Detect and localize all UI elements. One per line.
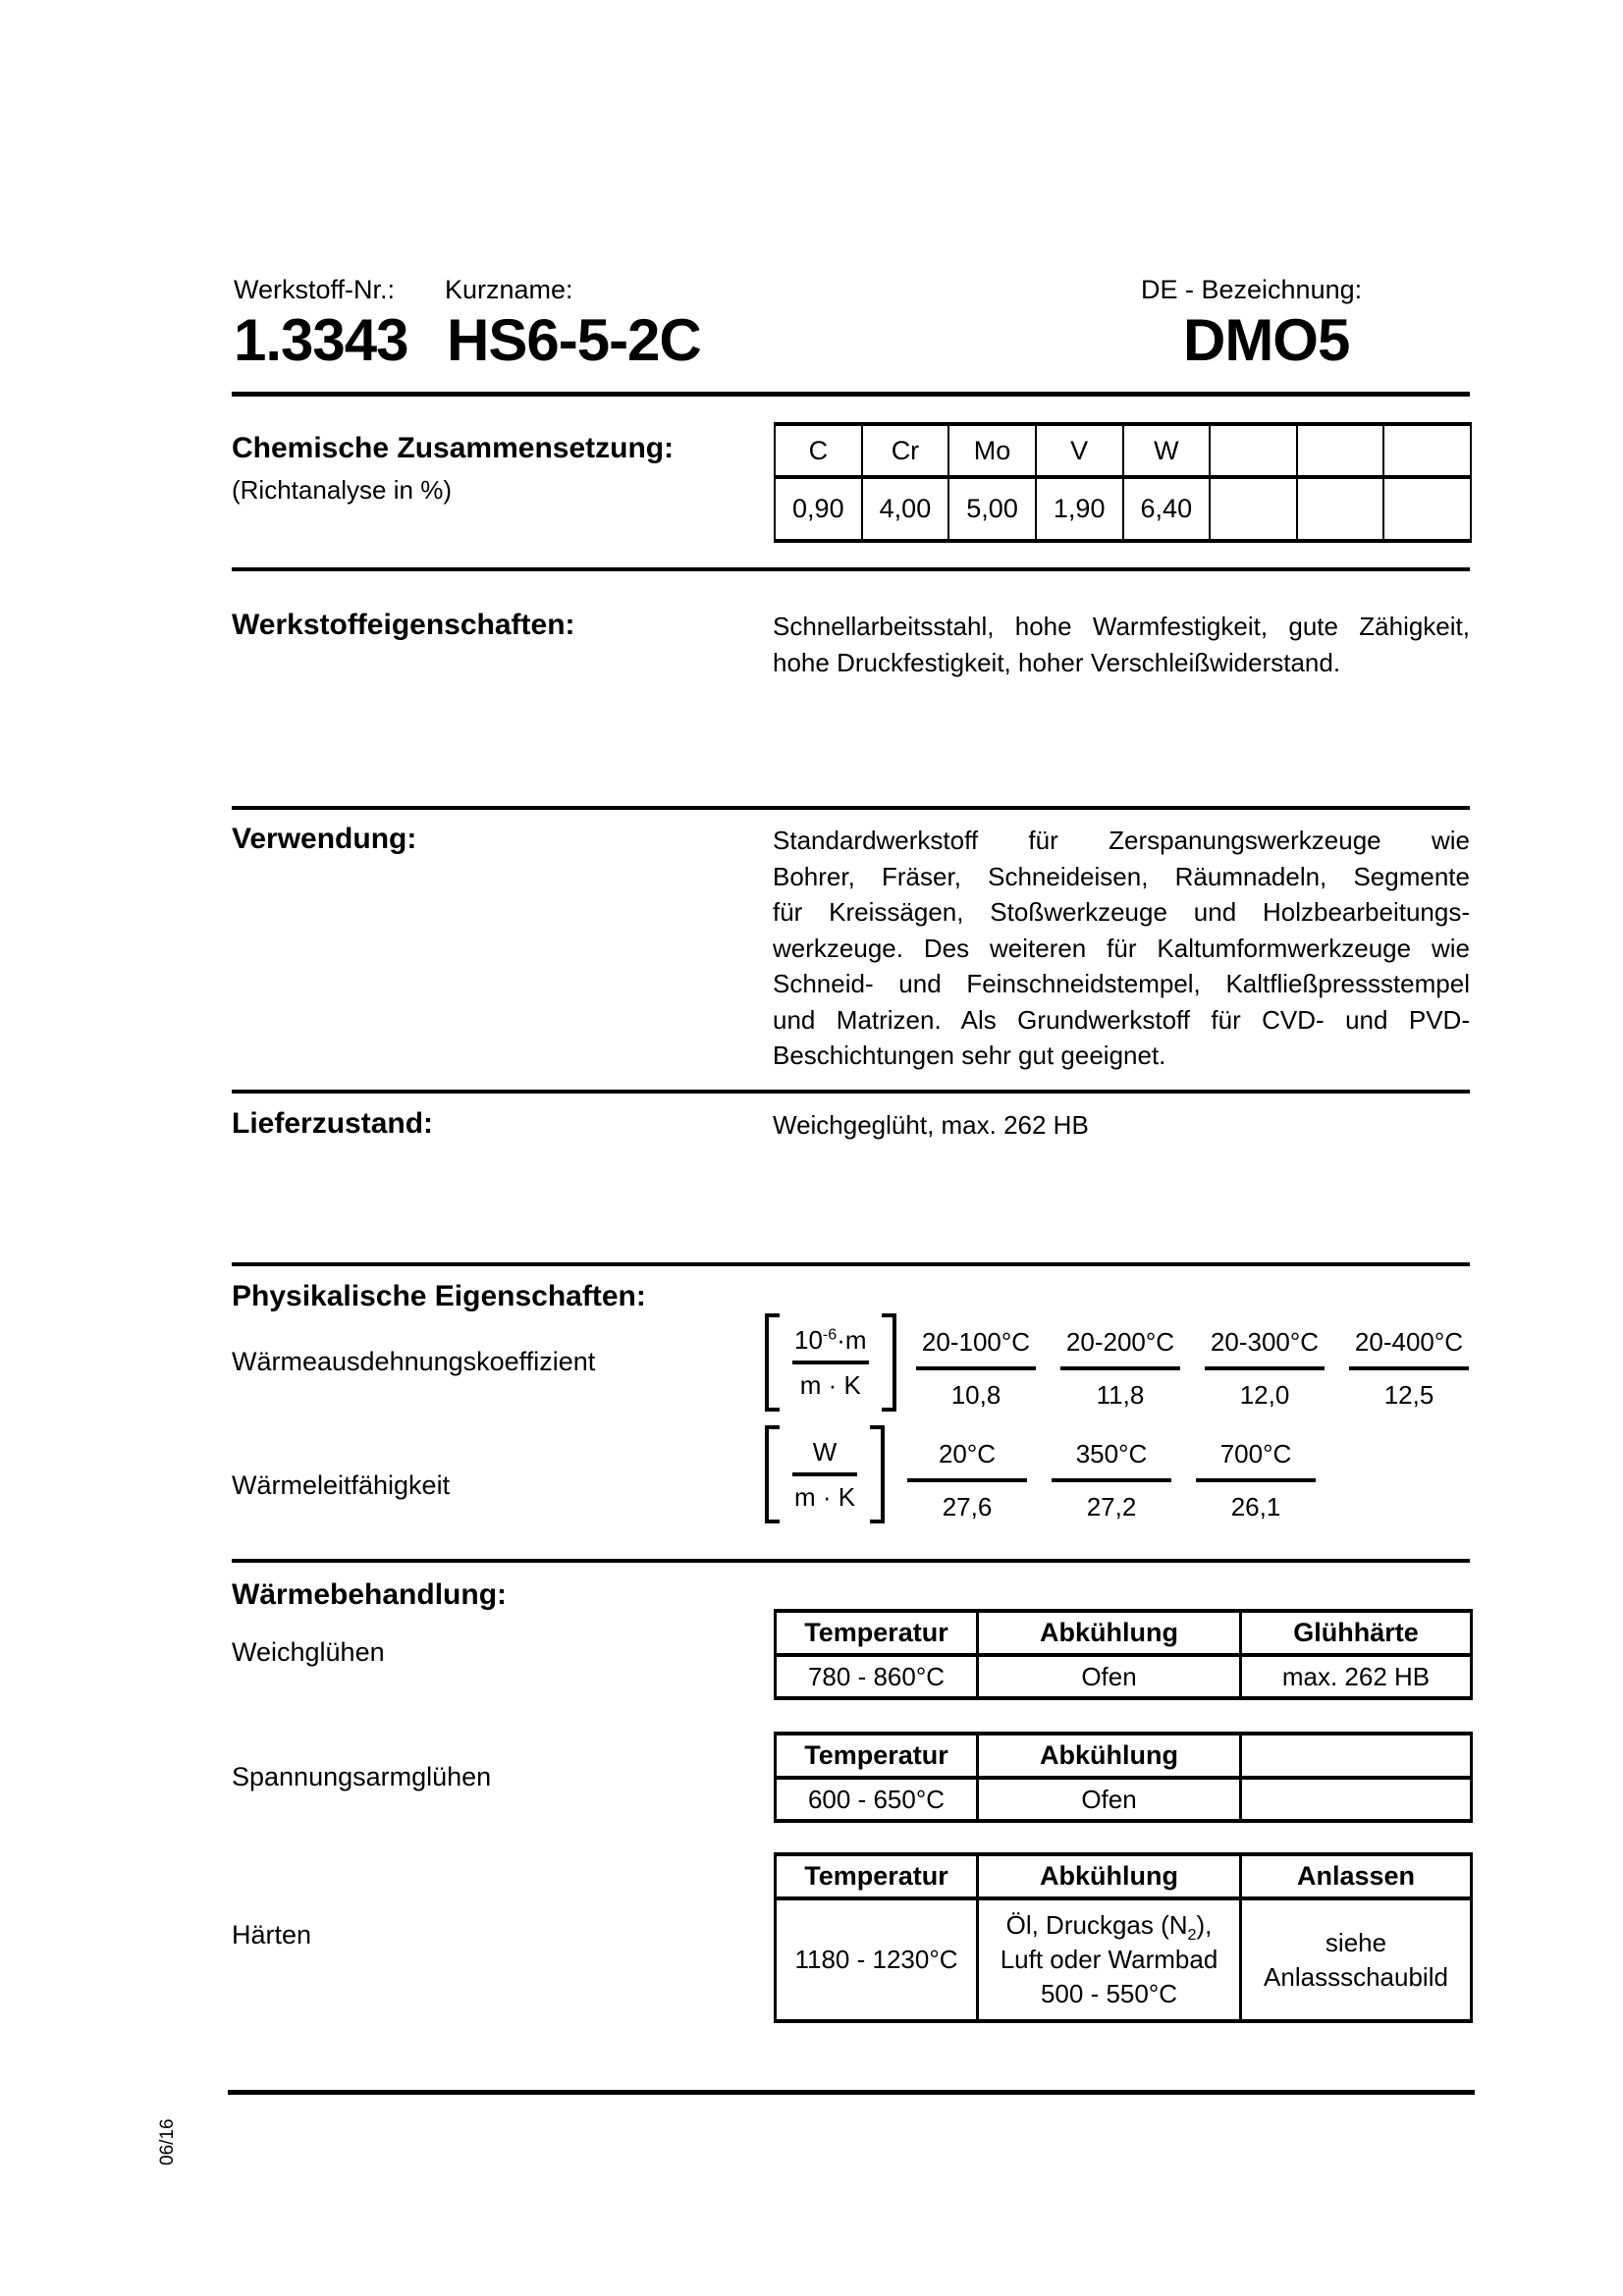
usage-line: für Kreissägen, Stoßwerkzeuge und Holzbearbeitungs- — [773, 897, 1470, 927]
properties-line: Schnellarbeitsstahl, hohe Warmfestigkeit, gute Zähigkeit, — [773, 612, 1470, 641]
cooling-header: Abkühlung — [978, 1734, 1241, 1778]
cooling-line: Öl, Druckgas $(N_2)$, — [1005, 1910, 1213, 1945]
chemical-composition-table — [774, 422, 1472, 543]
coefficient-value: 11,8 — [1096, 1380, 1145, 1410]
exponent: -6 — [822, 1324, 838, 1343]
expansion-column — [1349, 1327, 1469, 1411]
cooling-line: 500 - 550°C — [1040, 1979, 1178, 2008]
temperature-range: 20-100°C — [921, 1327, 1031, 1357]
chem-value-cell: 5,00 — [948, 477, 1036, 541]
soft-annealing-table — [774, 1609, 1473, 1700]
section-rule — [232, 1090, 1470, 1094]
tempering-value — [1241, 1898, 1472, 2021]
properties-heading: Werkstoffeigenschaften: — [232, 609, 575, 641]
usage-text — [773, 823, 1470, 1074]
empty-value — [1241, 1778, 1472, 1821]
conductivity-unit-denominator: m · K — [794, 1481, 856, 1512]
table-header-row — [776, 1734, 1472, 1778]
conductivity-column — [907, 1439, 1027, 1522]
chem-value-cell: 0,90 — [775, 477, 862, 541]
physical-heading: Physikalische Eigenschaften: — [232, 1280, 646, 1312]
usage-line: Beschichtungen sehr gut geeignet. — [773, 1041, 1166, 1070]
cooling-value — [978, 1898, 1241, 2021]
usage-line: Schneid- und Feinschneidstempel, Kaltfließpressstempel — [773, 969, 1470, 998]
temperature: 700°C — [1219, 1439, 1292, 1468]
chem-value-cell — [1383, 477, 1471, 541]
expansion-unit-fraction — [765, 1313, 896, 1412]
cooling-header: Abkühlung — [978, 1854, 1241, 1898]
section-rule — [232, 1262, 1470, 1266]
chem-value-cell: 1,90 — [1036, 477, 1123, 541]
section-rule — [232, 806, 1470, 810]
anneal-hardness-value: max. 262 HB — [1241, 1655, 1472, 1698]
expansion-column — [1205, 1327, 1325, 1411]
expansion-unit-denominator: m · K — [799, 1369, 861, 1400]
table-value-row — [776, 1778, 1472, 1821]
short-name: HS6-5-2C — [447, 307, 701, 373]
temperature-range: 20-300°C — [1210, 1327, 1320, 1357]
tempering-line: siehe — [1325, 1927, 1387, 1957]
soft-annealing-label: Weichglühen — [232, 1637, 385, 1667]
chem-header-row — [775, 424, 1471, 477]
chem-element-cell: Cr — [862, 424, 949, 477]
usage-line: Standardwerkstoff für Zerspanungswerkzeuge wie — [773, 826, 1470, 855]
chem-element-cell — [1383, 424, 1471, 477]
expansion-column — [1060, 1327, 1180, 1411]
temperature-value: 780 - 860°C — [776, 1655, 978, 1698]
chem-value-cell — [1210, 477, 1297, 541]
stress-relief-table — [774, 1732, 1473, 1823]
usage-line: Bohrer, Fräser, Schneideisen, Räumnadeln, Segmente — [773, 861, 1470, 891]
chem-element-cell: Mo — [948, 424, 1036, 477]
material-number: 1.3343 — [234, 307, 408, 373]
cooling-value: Ofen — [978, 1778, 1241, 1821]
chem-value-cell — [1297, 477, 1384, 541]
right-bracket — [870, 1425, 885, 1523]
right-bracket — [882, 1313, 896, 1412]
section-rule — [232, 567, 1470, 571]
temperature-header: Temperatur — [776, 1734, 978, 1778]
header-rule — [232, 392, 1470, 397]
stress-relief-label: Spannungsarmglühen — [232, 1762, 492, 1791]
conductivity-column — [1196, 1439, 1316, 1522]
conductivity-unit-numerator: W — [812, 1436, 838, 1467]
usage-heading: Verwendung: — [232, 823, 417, 855]
expansion-column — [916, 1327, 1036, 1411]
table-header-row — [776, 1854, 1472, 1898]
tempering-line: Anlassschaubild — [1264, 1961, 1448, 1992]
temperature: 20°C — [938, 1439, 997, 1468]
de-designation: DMO5 — [1183, 307, 1350, 373]
usage-line: werkzeuge. Des weiteren für Kaltumformwerkzeuge wie — [773, 933, 1470, 963]
expansion-unit-numerator: $10^{-6}\cdot m$ — [794, 1324, 867, 1355]
properties-line: hohe Druckfestigkeit, hoher Verschleißwiderstand. — [773, 647, 1341, 677]
cooling-header: Abkühlung — [978, 1611, 1241, 1655]
conductivity-column — [1052, 1439, 1171, 1522]
revision-code: 06/16 — [157, 2118, 178, 2165]
chem-element-cell — [1210, 424, 1297, 477]
conductivity-value: 27,2 — [1086, 1492, 1137, 1522]
conductivity-value: 27,6 — [942, 1492, 993, 1522]
delivery-heading: Lieferzustand: — [232, 1107, 434, 1140]
table-value-row — [776, 1655, 1472, 1698]
coefficient-value: 12,0 — [1239, 1380, 1290, 1410]
heat-treatment-heading: Wärmebehandlung: — [232, 1578, 508, 1611]
conductivity-columns — [907, 1439, 1316, 1522]
de-designation-label: DE - Bezeichnung: — [1141, 275, 1363, 304]
conductivity-unit-fraction — [765, 1425, 885, 1523]
empty-header — [1241, 1734, 1472, 1778]
tempering-header: Anlassen — [1241, 1854, 1472, 1898]
material-number-label: Werkstoff-Nr.: — [234, 275, 396, 304]
chem-value-row — [775, 477, 1471, 541]
chem-value-cell: 4,00 — [862, 477, 949, 541]
chemical-heading: Chemische Zusammensetzung: — [232, 432, 675, 464]
temperature-range: 20-200°C — [1065, 1327, 1175, 1357]
hardening-label: Härten — [232, 1920, 312, 1949]
chemical-subheading: (Richtanalyse in %) — [232, 475, 452, 505]
properties-text — [773, 609, 1470, 680]
temperature-value: 1180 - 1230°C — [776, 1898, 978, 2021]
conductivity-value: 26,1 — [1230, 1492, 1281, 1522]
temperature-value: 600 - 650°C — [776, 1778, 978, 1821]
delivery-text: Weichgeglüht, max. 262 HB — [773, 1110, 1089, 1140]
temperature: 350°C — [1075, 1439, 1148, 1468]
short-name-label: Kurzname: — [445, 275, 573, 304]
left-bracket — [765, 1425, 780, 1523]
cooling-value: Ofen — [978, 1655, 1241, 1698]
table-value-row — [776, 1898, 1472, 2021]
expansion-columns — [916, 1327, 1469, 1411]
hardening-table — [774, 1852, 1473, 2023]
temperature-range: 20-400°C — [1354, 1327, 1464, 1357]
left-bracket — [765, 1313, 780, 1412]
chem-element-cell: C — [775, 424, 862, 477]
expansion-label: Wärmeausdehnungskoeffizient — [232, 1347, 596, 1376]
usage-line: und Matrizen. Als Grundwerkstoff für CVD- und PVD- — [773, 1004, 1470, 1035]
anneal-hardness-header: Glühhärte — [1241, 1611, 1472, 1655]
chem-element-cell: W — [1123, 424, 1211, 477]
footer-rule — [228, 2090, 1475, 2095]
chem-element-cell — [1297, 424, 1384, 477]
subscript: 2 — [1187, 1926, 1197, 1945]
temperature-header: Temperatur — [776, 1854, 978, 1898]
section-rule — [232, 1559, 1470, 1563]
chem-value-cell: 6,40 — [1123, 477, 1211, 541]
conductivity-label: Wärmeleitfähigkeit — [232, 1470, 451, 1500]
coefficient-value: 12,5 — [1383, 1380, 1434, 1410]
chem-element-cell: V — [1036, 424, 1123, 477]
temperature-header: Temperatur — [776, 1611, 978, 1655]
coefficient-value: 10,8 — [950, 1380, 1001, 1410]
cooling-line: Luft oder Warmbad — [1000, 1945, 1218, 1974]
table-header-row — [776, 1611, 1472, 1655]
